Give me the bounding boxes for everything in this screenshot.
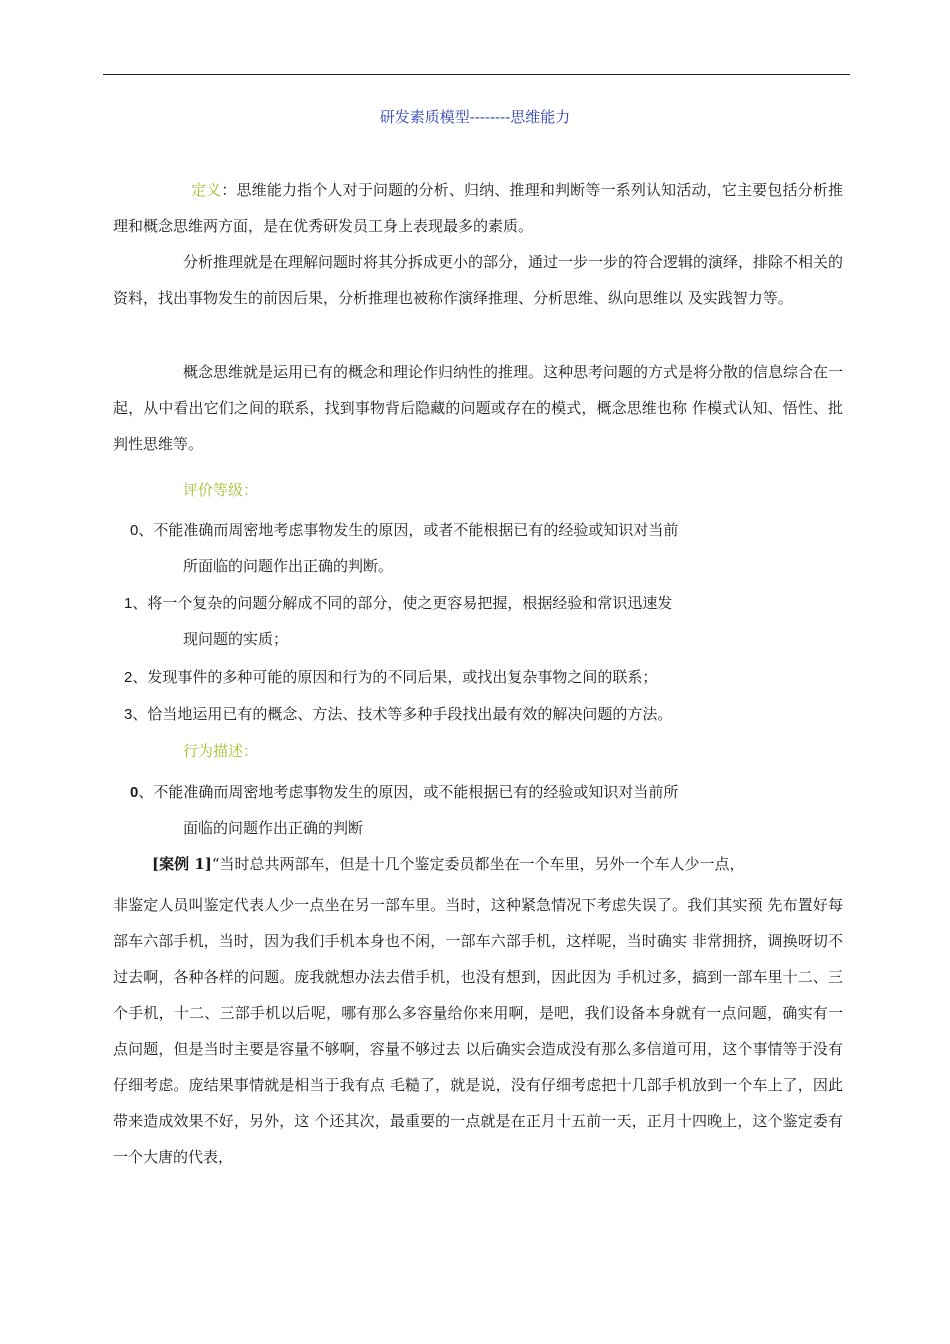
behavior-heading: 行为描述：: [183, 742, 259, 760]
level-3-text: 、恰当地运用已有的概念、方法、技术等多种手段找出最有效的解决问题的方法。: [132, 705, 673, 723]
case-label: [案例 1]: [152, 855, 212, 873]
case-line1-text: “当时总共两部车，但是十几个鉴定委员都坐在一个车里，另外一个车人少一点，: [211, 855, 745, 873]
definition-paragraph: [113, 172, 843, 244]
behavior-0-number: 0: [130, 784, 139, 801]
rating-heading: 评价等级：: [183, 481, 259, 499]
level-2-number: 2: [124, 669, 133, 686]
behavior-0-line1: [130, 781, 678, 802]
case-first-line: [152, 853, 745, 874]
level-1-line2: 现问题的实质；: [183, 630, 289, 648]
level-0-number: 0: [130, 522, 139, 539]
header-rule: [103, 74, 850, 75]
level-0-line1: [130, 519, 678, 540]
concept-paragraph: 概念思维就是运用已有的概念和理论作归纳性的推理。这种思考问题的方式是将分散的信息综合在一起，从中看出它们之间的联系，找到事物背后隐藏的问题或存在的模式，概念思维也称 作模式认知、悟性、批判性思维等。: [113, 363, 844, 453]
behavior-0-text: 、不能准确而周密地考虑事物发生的原因，或不能根据已有的经验或知识对当前所: [138, 783, 679, 801]
definition-label: 定义: [191, 181, 222, 199]
definition-text: ：思维能力指个人对于问题的分析、归纳、推理和判断等一系列认知活动，它主要包括分析推理和概念思维两方面，是在优秀研发员工身上表现最多的素质。: [113, 181, 843, 235]
level-2-text: 、发现事件的多种可能的原因和行为的不同后果，或找出复杂事物之间的联系；: [132, 668, 658, 686]
level-0-text: 、不能准确而周密地考虑事物发生的原因，或者不能根据已有的经验或知识对当前: [138, 521, 679, 539]
behavior-0-line2: 面临的问题作出正确的判断: [183, 819, 364, 837]
case-body: 非鉴定人员叫鉴定代表人少一点坐在另一部车里。当时，这种紧急情况下考虑失误了。我们其实预 先布置好每部车六部手机，当时，因为我们手机本身也不闲，一部车六部手机，这样呢，当时确实 非常拥挤，调换呀切不过去啊，各种各样的问题。庞我就想办法去借手机，也没有想到，因此因为 手机过多，搞到一部车里十二、三个手机，十二、三部手机以后呢，哪有那么多容量给你来用啊，是吧，我们设备本身就有一点问题，确实有一点问题，但是当时主要是容量不够啊，容量不够过去 以后确实会造成没有那么多信道可用，这个事情等于没有仔细考虑。庞结果事情就是相当于我有点 毛糙了，就是说，没有仔细考虑把十几部手机放到一个车上了，因此带来造成效果不好，另外，这 个还其次，最重要的一点就是在正月十五前一天，正月十四晚上，这个鉴定委有一个大唐的代表，: [113, 896, 843, 1166]
level-3-number: 3: [124, 706, 133, 723]
level-3-line1: [124, 703, 672, 724]
level-1-number: 1: [124, 595, 133, 612]
level-1-line1: [124, 592, 672, 613]
level-1-text: 、将一个复杂的问题分解成不同的部分，使之更容易把握，根据经验和常识迅速发: [132, 594, 673, 612]
level-2-line1: [124, 666, 657, 687]
page-title: 研发素质模型--------思维能力: [379, 108, 571, 126]
analysis-paragraph: 分析推理就是在理解问题时将其分拆成更小的部分，通过一步一步的符合逻辑的演绎，排除不相关的资料，找出事物发生的前因后果，分析推理也被称作演绎推理、分析思维、纵向思维以 及实践智力等。: [113, 253, 844, 307]
level-0-line2: 所面临的问题作出正确的判断。: [183, 557, 394, 575]
